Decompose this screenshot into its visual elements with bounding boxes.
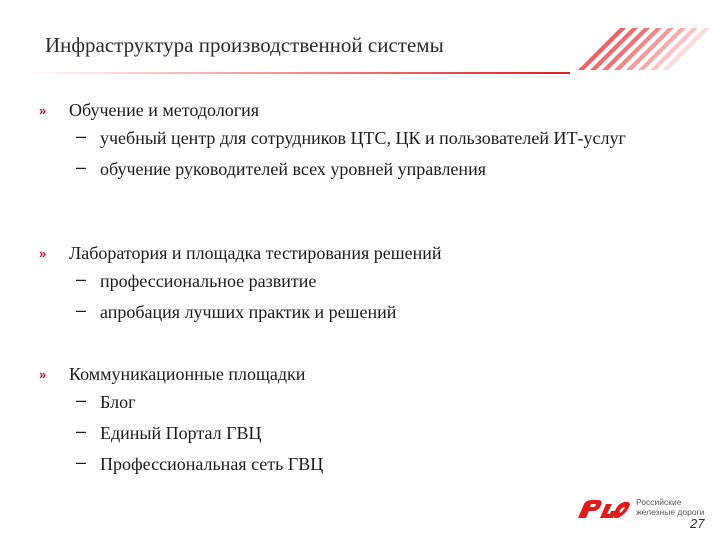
sub-item-text: учебный центр для сотрудников ЦТС, ЦК и пользователей ИТ-услуг [100,128,626,148]
bullet-marker: » [39,367,47,382]
sub-item-text: Блог [100,392,136,412]
logo-line-1: Российские [636,497,682,507]
page-number: 27 [690,516,705,531]
dash-marker: – [76,421,87,441]
sub-item-text: Единый Портал ГВЦ [100,423,262,443]
dash-marker: – [76,300,87,320]
section-laboratory [0,243,720,331]
section-training [0,100,720,188]
sub-item-text: Профессиональная сеть ГВЦ [100,454,324,474]
bullet-row [0,100,720,126]
dash-marker: – [76,452,87,472]
sub-item-text: профессиональное развитие [100,271,317,291]
bullet-row [0,364,720,390]
bullet-marker: » [39,246,47,261]
sub-item [76,390,676,414]
section-communication [0,364,720,483]
sub-item [76,126,676,150]
sub-item-text: обучение руководителей всех уровней управления [100,159,486,179]
dash-marker: – [76,157,87,177]
dash-marker: – [76,126,87,146]
sub-item [76,452,676,476]
section-heading: Обучение и методология [69,100,260,120]
logo-text [636,497,716,517]
sub-item-text: апробация лучших практик и решений [100,302,397,322]
rzd-logo-icon [576,498,632,520]
section-heading: Коммуникационные площадки [69,364,306,384]
title-divider [22,72,570,74]
sub-item [76,269,676,293]
red-stripes-decoration-icon [520,10,720,72]
dash-marker: – [76,269,87,289]
sub-item [76,300,676,324]
logo-line-2: железные дороги [636,507,705,517]
sub-item [76,157,676,181]
section-heading: Лаборатория и площадка тестирования решений [69,243,442,263]
bullet-row [0,243,720,269]
sub-item [76,421,676,445]
bullet-marker: » [39,103,47,118]
dash-marker: – [76,390,87,410]
slide-title: Инфраструктура производственной системы [45,33,444,57]
